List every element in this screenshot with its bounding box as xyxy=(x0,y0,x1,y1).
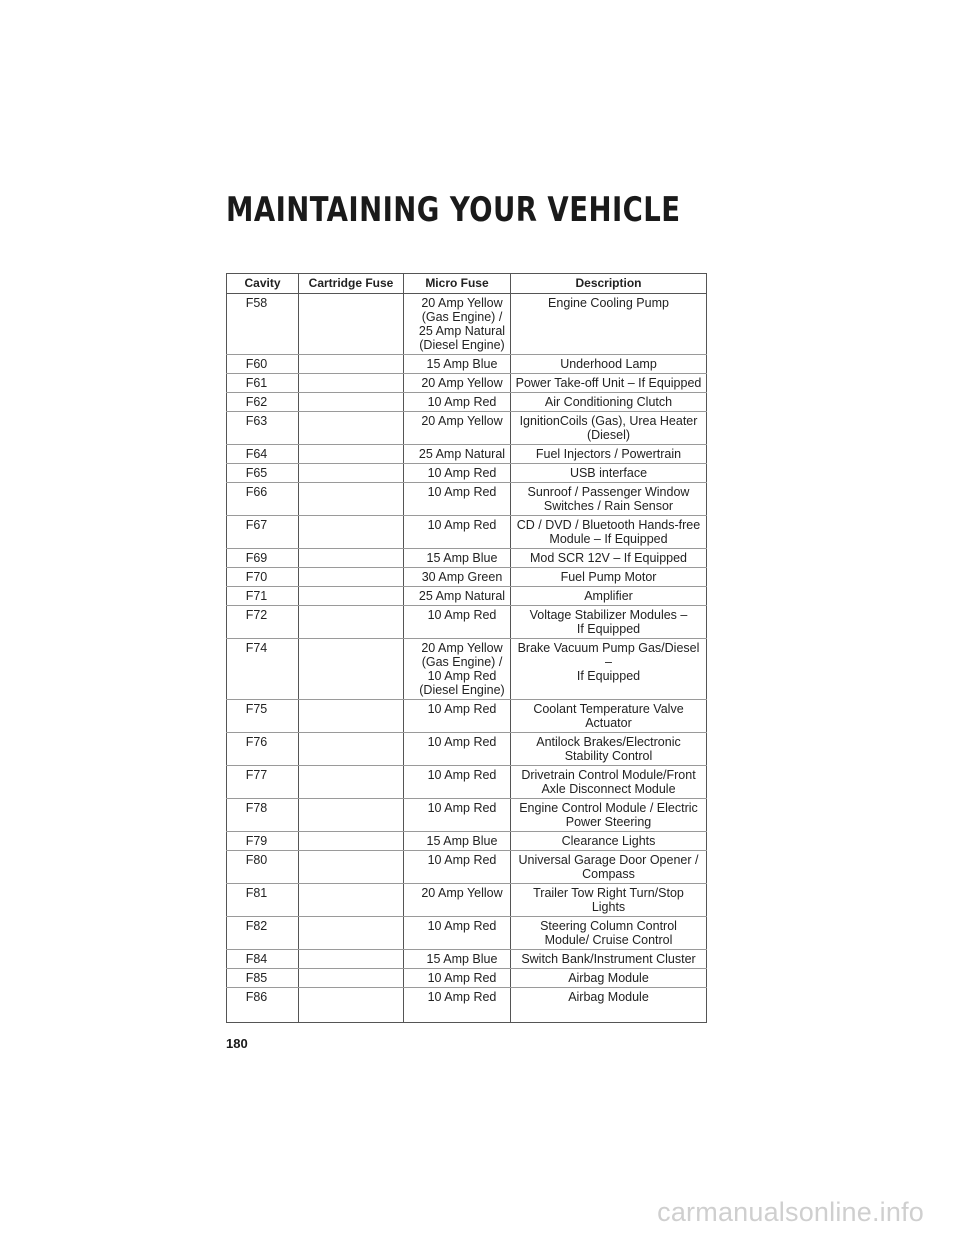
header-description: Description xyxy=(511,274,707,294)
micro-fuse-cell: 10 Amp Red xyxy=(404,733,511,766)
cartridge-fuse-cell xyxy=(299,799,404,832)
table-row xyxy=(227,766,707,799)
cartridge-fuse-cell xyxy=(299,374,404,393)
micro-fuse-cell: 25 Amp Natural xyxy=(404,445,511,464)
table-row xyxy=(227,884,707,917)
description-cell: Power Take-off Unit – If Equipped xyxy=(511,374,707,393)
micro-fuse-cell: 10 Amp Red xyxy=(404,393,511,412)
description-cell: Airbag Module xyxy=(511,988,707,1023)
micro-fuse-cell: 10 Amp Red xyxy=(404,464,511,483)
table-row xyxy=(227,851,707,884)
cartridge-fuse-cell xyxy=(299,568,404,587)
description-cell: Fuel Pump Motor xyxy=(511,568,707,587)
micro-fuse-cell: 20 Amp Yellow xyxy=(404,412,511,445)
cartridge-fuse-cell xyxy=(299,606,404,639)
table-row xyxy=(227,294,707,355)
description-cell: Steering Column Control Module/ Cruise Control xyxy=(511,917,707,950)
description-cell: Switch Bank/Instrument Cluster xyxy=(511,950,707,969)
cavity-cell: F86 xyxy=(227,988,299,1023)
fuse-table xyxy=(226,273,707,1023)
cavity-cell: F61 xyxy=(227,374,299,393)
description-cell: Drivetrain Control Module/Front Axle Disconnect Module xyxy=(511,766,707,799)
cartridge-fuse-cell xyxy=(299,832,404,851)
table-row xyxy=(227,374,707,393)
description-cell: Engine Cooling Pump xyxy=(511,294,707,355)
micro-fuse-cell: 20 Amp Yellow (Gas Engine) / 10 Amp Red (Diesel Engine) xyxy=(404,639,511,700)
cavity-cell: F85 xyxy=(227,969,299,988)
cartridge-fuse-cell xyxy=(299,950,404,969)
micro-fuse-cell: 15 Amp Blue xyxy=(404,549,511,568)
description-cell: Air Conditioning Clutch xyxy=(511,393,707,412)
cavity-cell: F77 xyxy=(227,766,299,799)
description-cell: Mod SCR 12V – If Equipped xyxy=(511,549,707,568)
description-cell: Voltage Stabilizer Modules – If Equipped xyxy=(511,606,707,639)
micro-fuse-cell: 20 Amp Yellow xyxy=(404,374,511,393)
cavity-cell: F80 xyxy=(227,851,299,884)
description-cell: Fuel Injectors / Powertrain xyxy=(511,445,707,464)
description-cell: Airbag Module xyxy=(511,969,707,988)
micro-fuse-cell: 10 Amp Red xyxy=(404,969,511,988)
cavity-cell: F81 xyxy=(227,884,299,917)
table-row xyxy=(227,549,707,568)
description-cell: Clearance Lights xyxy=(511,832,707,851)
cavity-cell: F58 xyxy=(227,294,299,355)
table-row xyxy=(227,464,707,483)
table-row xyxy=(227,516,707,549)
cartridge-fuse-cell xyxy=(299,393,404,412)
cartridge-fuse-cell xyxy=(299,355,404,374)
cavity-cell: F76 xyxy=(227,733,299,766)
cartridge-fuse-cell xyxy=(299,412,404,445)
description-cell: Universal Garage Door Opener / Compass xyxy=(511,851,707,884)
description-cell: IgnitionCoils (Gas), Urea Heater (Diesel) xyxy=(511,412,707,445)
cartridge-fuse-cell xyxy=(299,969,404,988)
cartridge-fuse-cell xyxy=(299,851,404,884)
description-cell: Antilock Brakes/Electronic Stability Control xyxy=(511,733,707,766)
micro-fuse-cell: 25 Amp Natural xyxy=(404,587,511,606)
header-cartridge-fuse: Cartridge Fuse xyxy=(299,274,404,294)
micro-fuse-cell: 15 Amp Blue xyxy=(404,950,511,969)
section-title: MAINTAINING YOUR VEHICLE xyxy=(226,190,681,230)
cartridge-fuse-cell xyxy=(299,988,404,1023)
table-row xyxy=(227,483,707,516)
table-row xyxy=(227,412,707,445)
cartridge-fuse-cell xyxy=(299,917,404,950)
cartridge-fuse-cell xyxy=(299,445,404,464)
table-row xyxy=(227,969,707,988)
table-row xyxy=(227,568,707,587)
fuse-table-body xyxy=(227,294,707,1023)
table-row xyxy=(227,700,707,733)
cavity-cell: F67 xyxy=(227,516,299,549)
table-row xyxy=(227,445,707,464)
table-row xyxy=(227,733,707,766)
table-row xyxy=(227,393,707,412)
cartridge-fuse-cell xyxy=(299,587,404,606)
micro-fuse-cell: 10 Amp Red xyxy=(404,700,511,733)
micro-fuse-cell: 10 Amp Red xyxy=(404,851,511,884)
description-cell: Brake Vacuum Pump Gas/Diesel – If Equipped xyxy=(511,639,707,700)
table-row xyxy=(227,639,707,700)
description-cell: Amplifier xyxy=(511,587,707,606)
description-cell: CD / DVD / Bluetooth Hands-free Module – If Equipped xyxy=(511,516,707,549)
cartridge-fuse-cell xyxy=(299,733,404,766)
cavity-cell: F82 xyxy=(227,917,299,950)
watermark: carmanualsonline.info xyxy=(657,1197,924,1227)
cavity-cell: F63 xyxy=(227,412,299,445)
table-row xyxy=(227,799,707,832)
cartridge-fuse-cell xyxy=(299,700,404,733)
header-cavity: Cavity xyxy=(227,274,299,294)
header-micro-fuse: Micro Fuse xyxy=(404,274,511,294)
micro-fuse-cell: 20 Amp Yellow (Gas Engine) / 25 Amp Natural (Diesel Engine) xyxy=(404,294,511,355)
description-cell: Trailer Tow Right Turn/Stop Lights xyxy=(511,884,707,917)
description-cell: USB interface xyxy=(511,464,707,483)
description-cell: Coolant Temperature Valve Actuator xyxy=(511,700,707,733)
cavity-cell: F65 xyxy=(227,464,299,483)
micro-fuse-cell: 10 Amp Red xyxy=(404,917,511,950)
cavity-cell: F75 xyxy=(227,700,299,733)
table-header-row xyxy=(227,274,707,294)
cartridge-fuse-cell xyxy=(299,464,404,483)
micro-fuse-cell: 15 Amp Blue xyxy=(404,832,511,851)
cavity-cell: F69 xyxy=(227,549,299,568)
micro-fuse-cell: 15 Amp Blue xyxy=(404,355,511,374)
micro-fuse-cell: 10 Amp Red xyxy=(404,799,511,832)
cavity-cell: F62 xyxy=(227,393,299,412)
page-number: 180 xyxy=(226,1036,248,1051)
cartridge-fuse-cell xyxy=(299,766,404,799)
cavity-cell: F64 xyxy=(227,445,299,464)
cartridge-fuse-cell xyxy=(299,639,404,700)
cavity-cell: F78 xyxy=(227,799,299,832)
table-row xyxy=(227,606,707,639)
cavity-cell: F60 xyxy=(227,355,299,374)
table-row xyxy=(227,988,707,1023)
micro-fuse-cell: 10 Amp Red xyxy=(404,988,511,1023)
cartridge-fuse-cell xyxy=(299,549,404,568)
cartridge-fuse-cell xyxy=(299,483,404,516)
cavity-cell: F74 xyxy=(227,639,299,700)
micro-fuse-cell: 10 Amp Red xyxy=(404,483,511,516)
micro-fuse-cell: 10 Amp Red xyxy=(404,516,511,549)
micro-fuse-cell: 10 Amp Red xyxy=(404,766,511,799)
description-cell: Sunroof / Passenger Window Switches / Rain Sensor xyxy=(511,483,707,516)
table-row xyxy=(227,917,707,950)
table-row xyxy=(227,950,707,969)
cavity-cell: F70 xyxy=(227,568,299,587)
cartridge-fuse-cell xyxy=(299,884,404,917)
table-row xyxy=(227,832,707,851)
description-cell: Engine Control Module / Electric Power Steering xyxy=(511,799,707,832)
cavity-cell: F71 xyxy=(227,587,299,606)
cartridge-fuse-cell xyxy=(299,516,404,549)
cartridge-fuse-cell xyxy=(299,294,404,355)
cavity-cell: F72 xyxy=(227,606,299,639)
cavity-cell: F84 xyxy=(227,950,299,969)
cavity-cell: F79 xyxy=(227,832,299,851)
cavity-cell: F66 xyxy=(227,483,299,516)
micro-fuse-cell: 30 Amp Green xyxy=(404,568,511,587)
table-row xyxy=(227,355,707,374)
micro-fuse-cell: 10 Amp Red xyxy=(404,606,511,639)
table-row xyxy=(227,587,707,606)
description-cell: Underhood Lamp xyxy=(511,355,707,374)
micro-fuse-cell: 20 Amp Yellow xyxy=(404,884,511,917)
